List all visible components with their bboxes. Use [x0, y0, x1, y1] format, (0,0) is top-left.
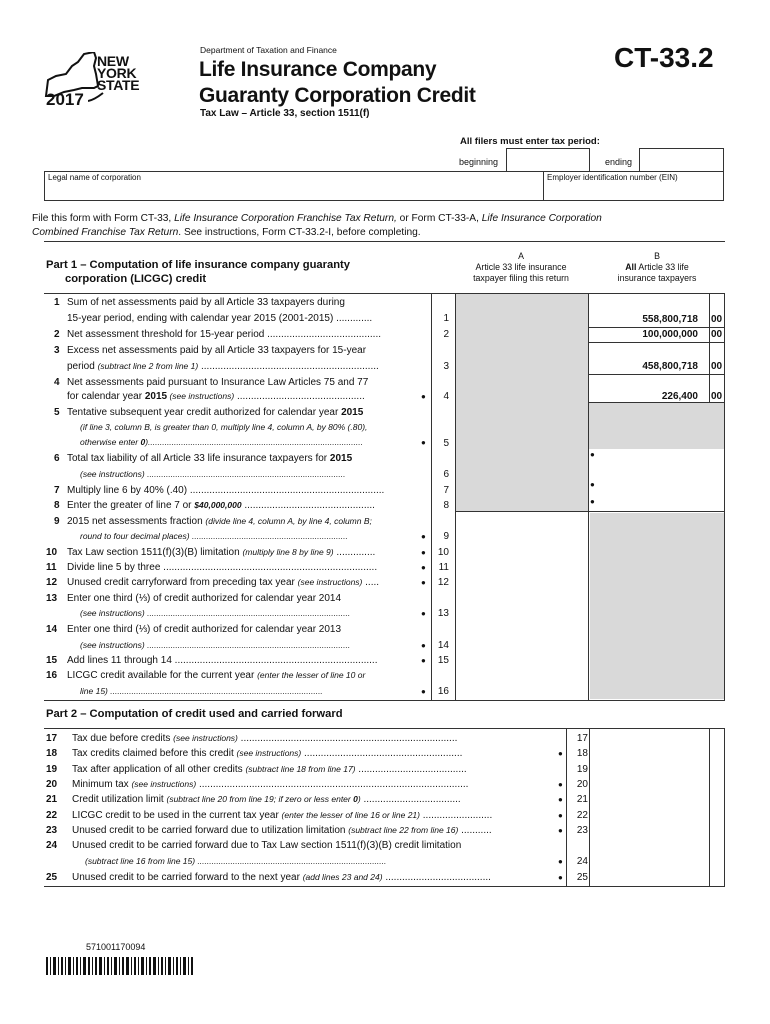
- line5-text-b: (if line 3, column B, is greater than 0, multiply line 4, column A, by 80% (.80),: [80, 422, 368, 432]
- part2-title: Part 2 – Computation of credit used and carried forward: [46, 708, 343, 720]
- column-a-header: A Article 33 life insurance taxpayer filing this return: [473, 251, 569, 283]
- line24-text-a: Unused credit to be carried forward due to Tax Law section 1511(f)(3)(B) credit limitation: [72, 840, 462, 851]
- line1-text-a: Sum of net assessments paid by all Article 33 taxpayers during: [67, 297, 345, 308]
- beginning-label: beginning: [459, 157, 499, 167]
- line2-col-b-value: 100,000,000: [642, 329, 698, 340]
- department-name: Department of Taxation and Finance: [200, 45, 337, 55]
- line17-text: Tax due before credits (see instructions) ..............................................................................: [72, 733, 458, 744]
- line8-text: Enter the greater of line 7 or $40,000,000 ...............................................: [67, 500, 375, 511]
- legal-name-label: Legal name of corporation: [48, 173, 141, 182]
- state-word-new: NEW: [97, 53, 129, 69]
- ending-date-field[interactable]: [639, 148, 724, 172]
- line20-text: Minimum tax (see instructions) .................................................................................................: [72, 779, 469, 790]
- line11-text: Divide line 5 by three .............................................................................: [67, 562, 378, 573]
- line4-col-b-value: 226,400: [661, 391, 698, 402]
- line12-text: Unused credit carryforward from preceding tax year (see instructions) .....: [67, 577, 380, 588]
- line13-text-b: (see instructions) ......................................................................................: [80, 608, 351, 618]
- line16-text-a: LICGC credit available for the current year (enter the lesser of line 10 or: [67, 670, 366, 681]
- beginning-date-field[interactable]: [506, 148, 590, 172]
- part1-title-line2: corporation (LICGC) credit: [65, 273, 207, 285]
- line3-col-b-value: 458,800,718: [642, 361, 698, 372]
- line5-text-c: otherwise enter 0)...........................................................................................: [80, 437, 363, 447]
- line9-text-a: 2015 net assessments fraction (divide line 4, column A, by line 4, column B;: [67, 516, 372, 527]
- line24-text-b: (subtract line 16 from line 15) ................................................................................: [85, 856, 387, 866]
- tax-period-heading: All filers must enter tax period:: [460, 136, 600, 147]
- line7-text: Multiply line 6 by 40% (.40) ......................................................................: [67, 485, 385, 496]
- line9-text-b: round to four decimal places) ..................................................................: [80, 531, 348, 541]
- line2-text: Net assessment threshold for 15-year period .........................................: [67, 329, 382, 340]
- ein-label: Employer identification number (EIN): [547, 173, 678, 182]
- line13-text-a: Enter one third (⅓) of credit authorized for calendar year 2014: [67, 593, 342, 604]
- form-year: 2017: [46, 90, 84, 109]
- line6-text-b: (see instructions) ....................................................................................: [80, 469, 346, 479]
- form-title-line2: Guaranty Corporation Credit: [199, 84, 476, 107]
- line22-text: LICGC credit to be used in the current tax year (enter the lesser of line 16 or line 21) .........................: [72, 810, 493, 821]
- state-word-state: STATE: [97, 77, 140, 93]
- column-b-header: B All Article 33 life insurance taxpayers: [617, 251, 697, 283]
- tax-law-reference: Tax Law – Article 33, section 1511(f): [200, 108, 370, 119]
- form-title-line1: Life Insurance Company: [199, 58, 437, 81]
- line18-text: Tax credits claimed before this credit (see instructions) .........................................................: [72, 748, 463, 759]
- form-number: CT-33.2: [614, 42, 714, 73]
- line1-col-b-value: 558,800,718: [642, 314, 698, 325]
- barcode-number: 571001170094: [86, 942, 146, 952]
- ein-field[interactable]: [543, 171, 724, 201]
- barcode-icon: [46, 957, 193, 975]
- line19-text: Tax after application of all other credits (subtract line 18 from line 17) .......................................: [72, 764, 467, 775]
- line16-text-b: line 15) ..........................................................................................: [80, 686, 323, 696]
- line4-text-b: for calendar year 2015 (see instructions) ..............................................: [67, 391, 365, 402]
- ending-label: ending: [605, 157, 633, 167]
- legal-name-field[interactable]: [44, 171, 544, 201]
- line23-text: Unused credit to be carried forward due to utilization limitation (subtract line 22 from line 16) ...........: [72, 825, 492, 836]
- line14-text-b: (see instructions) ......................................................................................: [80, 640, 351, 650]
- line3-text-b: period (subtract line 2 from line 1) ................................................................: [67, 361, 379, 372]
- line25-text: Unused credit to be carried forward to the next year (add lines 23 and 24) ......................................: [72, 872, 491, 883]
- part1-title-line1: Part 1 – Computation of life insurance company guaranty: [46, 259, 350, 271]
- line10-text: Tax Law section 1511(f)(3)(B) limitation (multiply line 8 by line 9) ..............: [67, 547, 376, 558]
- state-word-york: YORK: [97, 65, 137, 81]
- line15-text: Add lines 11 through 14 .........................................................................: [67, 655, 378, 666]
- line21-text: Credit utilization limit (subtract line 20 from line 19; if zero or less enter 0) ...................................: [72, 794, 461, 805]
- line6-text-a: Total tax liability of all Article 33 life insurance taxpayers for 2015: [67, 453, 353, 464]
- filing-instructions: File this form with Form CT-33, Life Insurance Corporation Franchise Tax Return, or Form CT-33-A, Life Insurance Corporation Combined Franchise Tax Return. See instructions, Form CT-33.2-I, before completing.: [32, 213, 602, 238]
- swoosh-icon: [88, 92, 104, 102]
- line4-text-a: Net assessments paid pursuant to Insurance Law Articles 75 and 77: [67, 377, 369, 388]
- line14-text-a: Enter one third (⅓) of credit authorized for calendar year 2013: [67, 624, 342, 635]
- line1-text-b: 15-year period, ending with calendar year 2015 (2001-2015) .............: [67, 313, 373, 324]
- line3-text-a: Excess net assessments paid by all Article 33 taxpayers for 15-year: [67, 345, 367, 356]
- line5-text-a: Tentative subsequent year credit authorized for calendar year 2015: [67, 407, 364, 418]
